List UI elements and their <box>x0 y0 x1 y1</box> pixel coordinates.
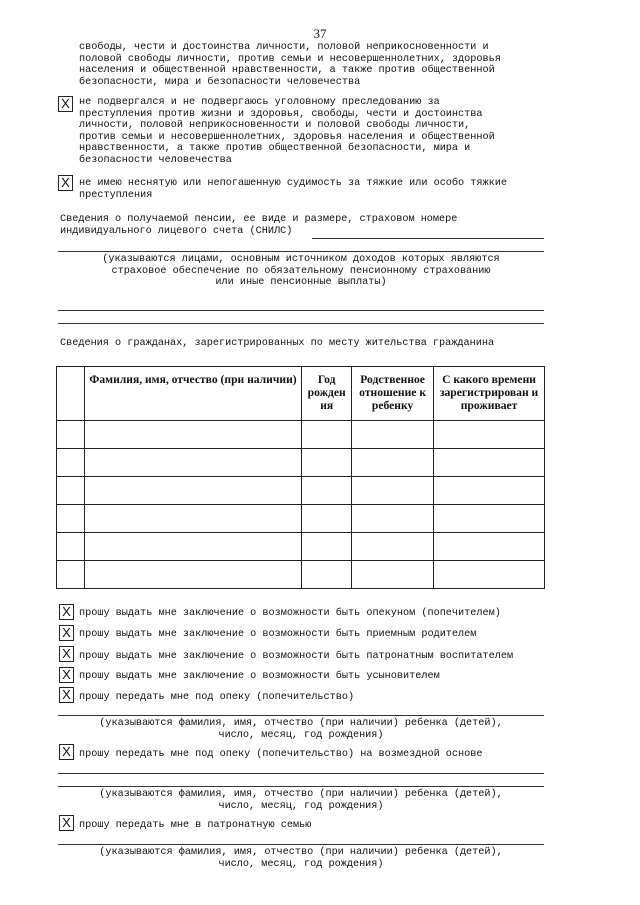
table-cell[interactable] <box>84 533 301 561</box>
clause-line: преступления <box>79 189 153 201</box>
intro-line: свободы, чести и достоинства личности, половой неприкосновенности и <box>79 42 489 53</box>
pension-note: (указываются лицами, основным источником доходов которых являются страховое обеспечение по обязательному пенсионному страхованию или иные пенсионные выплаты) <box>102 254 500 289</box>
request-adopter: прошу выдать мне заключение о возможности быть усыновителем <box>79 671 440 682</box>
clause-no-conviction <box>79 178 538 201</box>
custody-child-field-line[interactable] <box>58 715 544 716</box>
table-cell[interactable] <box>57 505 85 533</box>
table-cell[interactable] <box>434 449 545 477</box>
intro-line: половой свободы личности, против семьи и несовершеннолетних, здоровья <box>79 53 501 65</box>
table-cell[interactable] <box>352 421 434 449</box>
paid-custody-field-line-1[interactable] <box>58 773 544 774</box>
table-cell[interactable] <box>57 561 85 589</box>
table-row <box>57 505 545 533</box>
child-note: (указываются фамилия, имя, отчество (при наличии) ребенка (детей), число, месяц, год рождения) <box>99 789 503 812</box>
pension-extra-line-1[interactable] <box>58 310 544 311</box>
table-cell[interactable] <box>352 477 434 505</box>
column-header-index <box>57 367 85 421</box>
table-cell[interactable] <box>302 533 352 561</box>
table-cell[interactable] <box>352 505 434 533</box>
clause-line: преступления против жизни и здоровья, свободы, чести и достоинства <box>79 108 483 120</box>
checkbox-request-patronage-educator[interactable]: X <box>59 646 74 662</box>
table-header-row <box>57 367 545 421</box>
table-cell[interactable] <box>434 505 545 533</box>
table-cell[interactable] <box>352 533 434 561</box>
request-adoptive-parent: прошу выдать мне заключение о возможности быть приемным родителем <box>79 629 477 640</box>
child-note: (указываются фамилия, имя, отчество (при наличии) ребенка (детей), число, месяц, год рождения) <box>99 847 503 870</box>
foster-field-line[interactable] <box>58 844 544 845</box>
table-cell[interactable] <box>57 421 85 449</box>
table-cell[interactable] <box>84 561 301 589</box>
child-note: (указываются фамилия, имя, отчество (при наличии) ребенка (детей), число, месяц, год рождения) <box>99 718 503 741</box>
checkbox-request-adopter[interactable]: X <box>59 667 74 683</box>
clause-line: против семьи и несовершеннолетних, здоровья населения и общественной <box>79 131 495 143</box>
clause-no-prosecution <box>79 97 538 167</box>
request-custody: прошу передать мне под опеку (попечительство) <box>79 692 355 703</box>
registered-title: Сведения о гражданах, зарегистрированных по месту жительства гражданина <box>60 338 495 349</box>
intro-paragraph <box>79 42 538 88</box>
clause-line: не подвергался и не подвергаюсь уголовному преследованию за <box>79 97 440 108</box>
table-row <box>57 561 545 589</box>
checkbox-request-adoptive-parent[interactable]: X <box>59 625 74 641</box>
intro-line: населения и общественной нравственности, а также против общественной <box>79 65 495 77</box>
checkbox-no-conviction[interactable]: X <box>58 175 73 191</box>
table-row <box>57 421 545 449</box>
table-row <box>57 449 545 477</box>
clause-line: не имею неснятую или непогашенную судимость за тяжкие или особо тяжкие <box>79 178 507 189</box>
column-header-relation: Родственное отношение к ребенку <box>352 367 434 421</box>
table-cell[interactable] <box>302 449 352 477</box>
checkbox-request-custody[interactable]: X <box>59 687 74 703</box>
clause-line: личности, половой неприкосновенности и половой свободы личности, <box>79 120 471 132</box>
request-guardian: прошу выдать мне заключение о возможности быть опекуном (попечителем) <box>79 608 501 619</box>
table-row <box>57 477 545 505</box>
paid-custody-field-line-2[interactable] <box>58 786 544 787</box>
clause-line: нравственности, а также против общественной безопасности, мира и <box>79 143 471 155</box>
request-paid-custody: прошу передать мне под опеку (попечительство) на возмездной основе <box>79 749 483 760</box>
pension-field-line[interactable] <box>58 251 544 252</box>
checkbox-request-paid-custody[interactable]: X <box>59 744 74 760</box>
table-cell[interactable] <box>352 561 434 589</box>
clause-line: безопасности человечества <box>79 154 232 166</box>
checkbox-no-prosecution[interactable]: X <box>58 96 73 112</box>
column-header-registered-since: С какого времени зарегистрирован и проживает <box>434 367 545 421</box>
column-header-full-name: Фамилия, имя, отчество (при наличии) <box>84 367 301 421</box>
table-cell[interactable] <box>84 505 301 533</box>
intro-line: безопасности, мира и безопасности человечества <box>79 76 361 88</box>
request-patronage-educator: прошу выдать мне заключение о возможности быть патронатным воспитателем <box>79 651 514 662</box>
table-cell[interactable] <box>302 421 352 449</box>
pension-extra-line-2[interactable] <box>58 323 544 324</box>
table-cell[interactable] <box>302 561 352 589</box>
page-number: 37 <box>313 26 327 41</box>
pension-info-line: индивидуального лицевого счета (СНИЛС) <box>60 225 293 237</box>
table-cell[interactable] <box>434 421 545 449</box>
table-cell[interactable] <box>57 477 85 505</box>
table-cell[interactable] <box>57 533 85 561</box>
table-cell[interactable] <box>302 477 352 505</box>
registered-citizens-table <box>56 366 545 589</box>
column-header-birth-year: Год рожден ия <box>302 367 352 421</box>
snils-field-line[interactable] <box>312 238 544 239</box>
table-cell[interactable] <box>84 477 301 505</box>
table-cell[interactable] <box>57 449 85 477</box>
table-cell[interactable] <box>84 449 301 477</box>
table-cell[interactable] <box>302 505 352 533</box>
table-cell[interactable] <box>434 561 545 589</box>
checkbox-request-foster-family[interactable]: X <box>59 815 74 831</box>
table-cell[interactable] <box>352 449 434 477</box>
table-row <box>57 533 545 561</box>
checkbox-request-guardian[interactable]: X <box>59 604 74 620</box>
pension-info-line: Сведения о получаемой пенсии, ее виде и размере, страховом номере <box>60 214 458 225</box>
pension-info <box>60 214 540 237</box>
request-foster-family: прошу передать мне в патронатную семью <box>79 820 312 831</box>
table-cell[interactable] <box>434 477 545 505</box>
table-cell[interactable] <box>84 421 301 449</box>
table-cell[interactable] <box>434 533 545 561</box>
